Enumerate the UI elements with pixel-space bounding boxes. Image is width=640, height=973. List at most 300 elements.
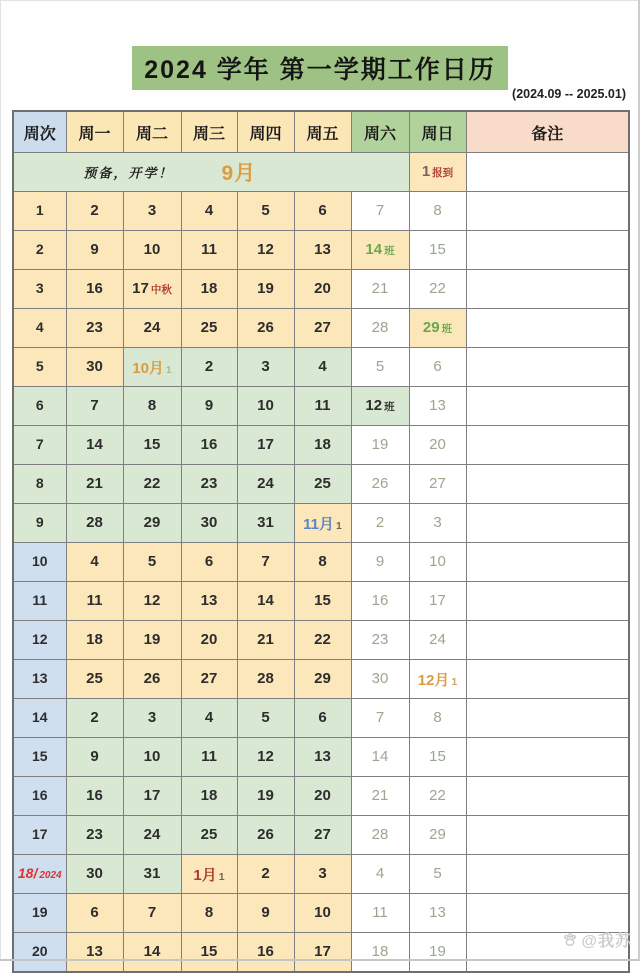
september-merged-cell — [13, 153, 409, 192]
remark-cell — [466, 309, 629, 348]
week-row-9 — [13, 504, 629, 543]
cell-value: 6 — [318, 709, 327, 726]
cell-value: 15 — [143, 436, 161, 453]
cell-value: 12 — [365, 397, 383, 414]
watermark — [561, 928, 632, 951]
cell-value: 2 — [204, 358, 214, 375]
cell-value: 9 — [261, 904, 270, 921]
day-cell-sat — [351, 933, 409, 973]
cell-value: 23 — [86, 319, 103, 336]
remark-cell — [466, 426, 629, 465]
day-cell-fri — [294, 231, 351, 270]
semester-start-note: 预备，开学！ — [83, 165, 174, 181]
week-row-7 — [13, 426, 629, 465]
day-cell-fri — [294, 543, 351, 582]
cell-value: 13 — [429, 904, 446, 921]
day-cell-tue — [123, 699, 181, 738]
cell-value: 29 — [429, 826, 446, 843]
cell-value: 13 — [200, 592, 218, 609]
header-mon: 周一 — [66, 111, 123, 153]
cell-value: 24 — [429, 631, 446, 648]
cell-value: 19 — [31, 904, 48, 920]
week-number-cell — [13, 621, 66, 660]
cell-value: 8 — [433, 202, 442, 219]
day-cell-fri — [294, 504, 351, 543]
week-number-cell — [13, 738, 66, 777]
header-row — [13, 111, 629, 153]
day-cell-fri — [294, 816, 351, 855]
day-cell-fri — [294, 621, 351, 660]
cell-value: 24 — [257, 475, 274, 492]
day-cell-tue — [123, 582, 181, 621]
cell-value: 5 — [261, 202, 270, 219]
cell-value: 10 — [31, 553, 48, 569]
title-bar — [0, 46, 640, 90]
cell-value: 13 — [314, 241, 331, 258]
cell-value: 26 — [143, 670, 161, 687]
paw-icon — [561, 931, 579, 949]
day-cell-wed — [181, 387, 237, 426]
cell-value: 18 — [371, 943, 389, 960]
day-cell-sun — [409, 816, 466, 855]
day-cell-sun — [409, 894, 466, 933]
day-cell-tue — [123, 270, 181, 309]
week-number-cell — [13, 309, 66, 348]
day-cell-sun — [409, 426, 466, 465]
day-cell-sun — [409, 660, 466, 699]
day-cell-wed — [181, 738, 237, 777]
day-cell-sat — [351, 582, 409, 621]
day-cell-tue — [123, 933, 181, 973]
remark-cell — [466, 387, 629, 426]
cell-tag: 班 — [384, 245, 395, 257]
cell-value: 4 — [318, 358, 327, 375]
day-cell-sun — [409, 855, 466, 894]
cell-value: 10 — [257, 397, 274, 414]
day-cell-fri — [294, 465, 351, 504]
day-cell-tue — [123, 738, 181, 777]
week-row-6 — [13, 387, 629, 426]
day-cell-tue — [123, 777, 181, 816]
day-cell-fri — [294, 270, 351, 309]
cell-value: 17 — [31, 826, 48, 842]
day-cell-tue — [123, 621, 181, 660]
cell-value: 13 — [429, 397, 446, 414]
cell-value: 29 — [314, 670, 331, 687]
cell-value: 3 — [147, 202, 157, 219]
cell-value: 14 — [365, 241, 383, 258]
cell-value: 17 — [143, 787, 161, 804]
day-cell-sat — [351, 777, 409, 816]
cell-tag: 班 — [441, 323, 453, 335]
cell-value: 28 — [86, 514, 103, 531]
cell-value: 8 — [147, 397, 157, 414]
day-cell-wed — [181, 660, 237, 699]
cell-value: 13 — [86, 943, 103, 960]
cell-value: 26 — [257, 826, 274, 843]
day-cell-thu — [237, 933, 294, 973]
cell-value: 10 — [429, 553, 446, 570]
cell-value: 13 — [31, 670, 48, 686]
cell-value: 19 — [143, 631, 161, 648]
cell-value: 27 — [429, 475, 446, 492]
week-number-cell — [13, 504, 66, 543]
cell-value: 7 — [90, 397, 99, 414]
cell-value: 11 — [372, 904, 388, 921]
cell-value: 14 — [257, 592, 274, 609]
cell-value: 11 — [86, 592, 103, 609]
day-cell-mon — [66, 543, 123, 582]
day-cell-mon — [66, 816, 123, 855]
week-row-20 — [13, 933, 629, 973]
cell-value: 1月 — [193, 866, 217, 884]
day-cell-sun — [409, 582, 466, 621]
week-row-8 — [13, 465, 629, 504]
day-cell-tue — [123, 504, 181, 543]
day-cell-mon — [66, 192, 123, 231]
cell-value: 14 — [371, 748, 389, 765]
cell-value: 6 — [35, 397, 44, 413]
cell-value: 31 — [143, 865, 161, 882]
week-row-4 — [13, 309, 629, 348]
day-cell-sun — [409, 309, 466, 348]
cell-value: 27 — [314, 826, 331, 843]
cell-value: 2 — [35, 241, 44, 257]
day-cell-sun — [409, 543, 466, 582]
remark-cell — [466, 270, 629, 309]
day-cell-thu — [237, 816, 294, 855]
day-cell-mon — [66, 270, 123, 309]
week-row-2 — [13, 231, 629, 270]
week-row-14 — [13, 699, 629, 738]
cell-value: 11月 — [303, 515, 334, 533]
cell-value: 23 — [371, 631, 389, 648]
day-cell-fri — [294, 309, 351, 348]
cell-value: 2 — [261, 865, 270, 882]
cell-value: 3 — [35, 280, 44, 296]
day-cell-wed — [181, 231, 237, 270]
day-cell-wed — [181, 777, 237, 816]
cell-value: 10 — [314, 904, 331, 921]
week-number-cell — [13, 660, 66, 699]
cell-value: 22 — [429, 280, 446, 297]
cell-value: 11 — [32, 592, 48, 608]
cell-value: 8 — [433, 709, 442, 726]
day-cell-fri — [294, 777, 351, 816]
day-cell-sun — [409, 387, 466, 426]
header-sat: 周六 — [351, 111, 409, 153]
week-number-cell — [13, 387, 66, 426]
header-week: 周次 — [13, 111, 66, 153]
week-number-cell — [13, 894, 66, 933]
day-cell-mon — [66, 348, 123, 387]
day-cell-sat — [351, 465, 409, 504]
cell-value: 12月 — [417, 671, 450, 689]
day-cell-sun — [409, 192, 466, 231]
day-cell-tue — [123, 855, 181, 894]
day-cell-thu — [237, 660, 294, 699]
cell-value: 14 — [31, 709, 48, 725]
month-label: 9月 — [221, 162, 257, 185]
cell-value: 25 — [314, 475, 331, 492]
cell-value: 3 — [147, 709, 157, 726]
remark-cell — [466, 855, 629, 894]
cell-value: 15 — [200, 943, 218, 960]
cell-value: 3 — [318, 865, 327, 882]
day-cell-mon — [66, 777, 123, 816]
day-cell-sat — [351, 192, 409, 231]
day-cell-thu — [237, 348, 294, 387]
cell-value: 5 — [433, 865, 442, 882]
day-cell-sat — [351, 387, 409, 426]
day-cell-tue — [123, 231, 181, 270]
week-row-13 — [13, 660, 629, 699]
week-number-cell — [13, 816, 66, 855]
header-tue: 周二 — [123, 111, 181, 153]
day-cell-mon — [66, 621, 123, 660]
cell-value: 10 — [143, 748, 161, 765]
cell-value: 20 — [314, 280, 331, 297]
cell-value: 21 — [86, 475, 103, 492]
cell-value: 23 — [86, 826, 103, 843]
day-cell-thu — [237, 192, 294, 231]
cell-value: 6 — [433, 358, 442, 375]
remark-cell — [466, 192, 629, 231]
day-cell-thu — [237, 699, 294, 738]
day-cell-mon — [66, 894, 123, 933]
day-cell-fri — [294, 387, 351, 426]
cell-value: 30 — [86, 358, 103, 375]
week-number-cell — [13, 582, 66, 621]
day-cell-wed — [181, 270, 237, 309]
day-cell-fri — [294, 738, 351, 777]
cell-value: 25 — [200, 826, 218, 843]
remark-cell — [466, 738, 629, 777]
cell-value: 15 — [314, 592, 331, 609]
cell-value: 18 — [200, 787, 218, 804]
cell-value: 3 — [433, 514, 442, 531]
cell-value: 5 — [261, 709, 270, 726]
cell-value: 5 — [375, 358, 385, 375]
cell-value: 14 — [86, 436, 103, 453]
cell-value: 6 — [90, 904, 99, 921]
day-cell-wed — [181, 894, 237, 933]
cell-value: 10 — [143, 241, 161, 258]
cell-value: 1 — [421, 163, 431, 180]
day-cell-mon — [66, 465, 123, 504]
cell-value: 29 — [422, 319, 440, 336]
remark-cell — [466, 348, 629, 387]
cell-value: 12 — [143, 592, 161, 609]
cell-value: 20 — [31, 943, 48, 959]
week-number-cell — [13, 855, 66, 894]
day-cell-mon — [66, 309, 123, 348]
day-cell-wed — [181, 582, 237, 621]
cell-value: 4 — [35, 319, 44, 335]
day-cell-thu — [237, 309, 294, 348]
cell-value: 11 — [201, 241, 217, 258]
day-cell-sun — [409, 231, 466, 270]
day-cell-sat — [351, 660, 409, 699]
week-row-15 — [13, 738, 629, 777]
cell-value: 18 — [200, 280, 218, 297]
cell-value: 22 — [429, 787, 446, 804]
page-title: 2024 学年 第一学期工作日历 — [132, 46, 508, 90]
day-cell-wed — [181, 543, 237, 582]
day-cell-thu — [237, 387, 294, 426]
day-cell-sat — [351, 894, 409, 933]
cell-value: 12 — [31, 631, 48, 647]
cell-value: 27 — [314, 319, 331, 336]
cell-value: 20 — [200, 631, 218, 648]
cell-value: 25 — [86, 670, 103, 687]
cell-value: 15 — [31, 748, 48, 764]
day-cell-fri — [294, 855, 351, 894]
day-cell-thu — [237, 894, 294, 933]
cell-value: 12 — [257, 748, 274, 765]
header-fri: 周五 — [294, 111, 351, 153]
cell-value: 9 — [204, 397, 214, 414]
day-cell-sun — [409, 777, 466, 816]
week-row-1 — [13, 192, 629, 231]
day-cell-mon — [66, 504, 123, 543]
day-cell-tue — [123, 192, 181, 231]
week-number-cell — [13, 465, 66, 504]
cell-value: 27 — [200, 670, 218, 687]
cell-value: 17 — [132, 280, 149, 297]
day-cell-sat — [351, 855, 409, 894]
remark-cell — [466, 231, 629, 270]
cell-value: 30 — [86, 865, 103, 882]
day-cell-sat — [351, 621, 409, 660]
sunday-report-cell — [409, 153, 466, 192]
remark-cell — [466, 699, 629, 738]
day-cell-fri — [294, 933, 351, 973]
day-cell-fri — [294, 192, 351, 231]
cell-value: 15 — [429, 748, 446, 765]
day-cell-sun — [409, 465, 466, 504]
day-cell-wed — [181, 465, 237, 504]
cell-value: 17 — [257, 436, 274, 453]
week-number-cell — [13, 543, 66, 582]
day-cell-mon — [66, 855, 123, 894]
cell-value: 1 — [35, 202, 44, 218]
cell-value: 7 — [261, 553, 270, 570]
day-cell-sat — [351, 738, 409, 777]
cell-value: 6 — [204, 553, 214, 570]
day-cell-mon — [66, 582, 123, 621]
week-row-5 — [13, 348, 629, 387]
day-cell-sun — [409, 738, 466, 777]
cell-value: 2 — [90, 202, 99, 219]
week-number-cell — [13, 777, 66, 816]
remark-cell — [466, 465, 629, 504]
cell-value: 8 — [35, 475, 44, 491]
week-number-cell — [13, 426, 66, 465]
week-number-cell — [13, 699, 66, 738]
cell-value: 2 — [375, 514, 385, 531]
cell-value: 26 — [257, 319, 274, 336]
day-cell-sat — [351, 270, 409, 309]
day-cell-wed — [181, 699, 237, 738]
day-cell-sun — [409, 348, 466, 387]
cell-value: 5 — [35, 358, 44, 374]
day-cell-fri — [294, 348, 351, 387]
cell-tag: 班 — [384, 401, 395, 413]
cell-value: 10月 — [132, 359, 164, 377]
day-cell-thu — [237, 270, 294, 309]
cell-value: 5 — [147, 553, 157, 570]
cell-value: 13 — [314, 748, 331, 765]
day-cell-fri — [294, 894, 351, 933]
day-cell-sun — [409, 621, 466, 660]
day-cell-tue — [123, 465, 181, 504]
day-cell-wed — [181, 933, 237, 973]
week-row-17 — [13, 816, 629, 855]
day-cell-thu — [237, 777, 294, 816]
cell-value: 12 — [257, 241, 274, 258]
cell-value: 16 — [257, 943, 274, 960]
remark-cell — [466, 543, 629, 582]
cell-value: 2 — [90, 709, 99, 726]
cell-value: 16 — [371, 592, 389, 609]
day-cell-sun — [409, 270, 466, 309]
header-wed: 周三 — [181, 111, 237, 153]
day-cell-thu — [237, 231, 294, 270]
day-cell-mon — [66, 387, 123, 426]
remark-cell — [466, 894, 629, 933]
day-cell-tue — [123, 894, 181, 933]
cell-tag: 报到 — [432, 167, 454, 179]
day-cell-sun — [409, 933, 466, 973]
cell-value: 11 — [201, 748, 217, 765]
day-cell-mon — [66, 231, 123, 270]
cell-value: 11 — [314, 397, 331, 414]
day-cell-tue — [123, 816, 181, 855]
cell-value: 14 — [143, 943, 161, 960]
cell-tag: 1 — [451, 675, 458, 688]
week-row-3 — [13, 270, 629, 309]
remark-cell — [466, 621, 629, 660]
cell-value: 23 — [200, 475, 218, 492]
week-number-cell — [13, 348, 66, 387]
remark-cell — [466, 582, 629, 621]
cell-value: 22 — [143, 475, 161, 492]
cell-value: 16 — [86, 787, 103, 804]
day-cell-tue — [123, 387, 181, 426]
day-cell-wed — [181, 426, 237, 465]
day-cell-thu — [237, 543, 294, 582]
week-number-cell — [13, 231, 66, 270]
cell-tag: 1 — [165, 363, 172, 376]
cell-value: 24 — [143, 826, 161, 843]
week-row-19 — [13, 894, 629, 933]
header-thu: 周四 — [237, 111, 294, 153]
cell-tag: 1 — [336, 519, 342, 532]
day-cell-fri — [294, 426, 351, 465]
day-cell-fri — [294, 699, 351, 738]
day-cell-sun — [409, 699, 466, 738]
day-cell-mon — [66, 738, 123, 777]
cell-value: 17 — [314, 943, 331, 960]
day-cell-sun — [409, 504, 466, 543]
cell-value: 9 — [90, 241, 99, 258]
cell-value: 19 — [257, 280, 274, 297]
cell-value: 4 — [204, 202, 214, 219]
cell-value: 30 — [200, 514, 218, 531]
cell-value: 21 — [371, 280, 389, 297]
day-cell-sat — [351, 309, 409, 348]
